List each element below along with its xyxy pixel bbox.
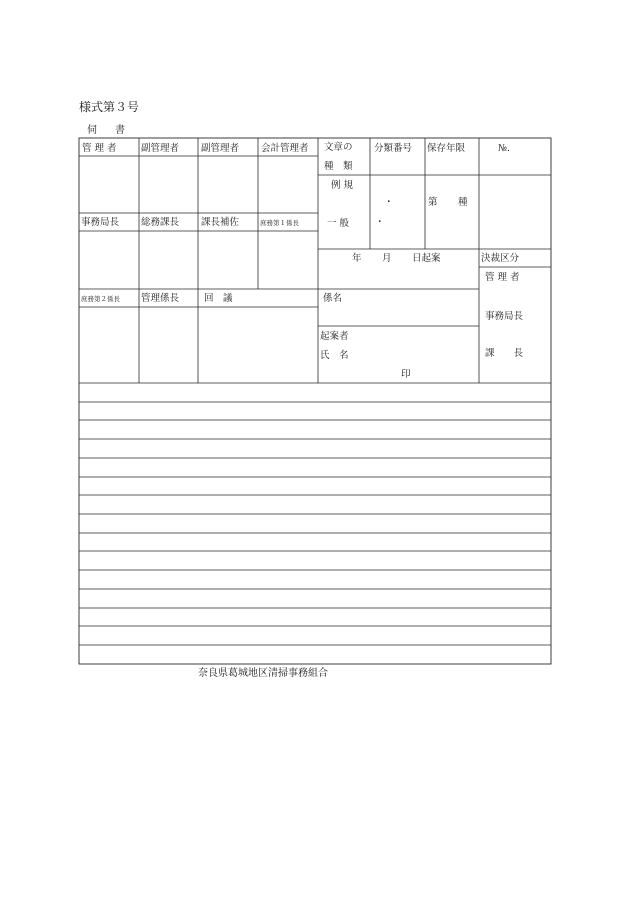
decision-kacho: 課 長 bbox=[485, 348, 524, 359]
date-month: 月 bbox=[382, 253, 392, 264]
date-day-kian: 日起案 bbox=[412, 253, 441, 264]
decision-jimukyokucho: 事務局長 bbox=[485, 311, 524, 322]
retention-dai: 第 bbox=[428, 197, 438, 208]
label-kanri-kakaricho: 管理係長 bbox=[141, 293, 180, 304]
label-decision-category: 決裁区分 bbox=[481, 253, 520, 264]
label-fuku-kanrisha-1: 副管理者 bbox=[141, 143, 180, 154]
form-title: 伺 書 bbox=[87, 125, 129, 136]
label-jimukyokucho: 事務局長 bbox=[81, 217, 120, 228]
label-classification-number: 分類番号 bbox=[374, 143, 413, 154]
label-doc-type-2: 種 類 bbox=[324, 161, 353, 172]
label-kaikei-kanrisha: 会計管理者 bbox=[261, 143, 309, 154]
label-kanrisha: 管 理 者 bbox=[82, 143, 117, 154]
label-doc-type: 文章の bbox=[324, 142, 353, 153]
label-number: №. bbox=[498, 143, 511, 154]
label-fuku-kanrisha-2: 副管理者 bbox=[201, 143, 240, 154]
label-shomu-1-kakaricho: 庶務第１係長 bbox=[260, 219, 299, 227]
classification-dot-2: ・ bbox=[375, 217, 385, 228]
decision-kanrisha: 管 理 者 bbox=[485, 272, 520, 283]
retention-shu: 種 bbox=[458, 197, 468, 208]
doc-type-ippan: 一 般 bbox=[327, 218, 350, 229]
label-retention-period: 保存年限 bbox=[427, 143, 466, 154]
label-drafter-name: 氏 名 bbox=[320, 350, 349, 361]
form-number: 様式第３号 bbox=[79, 100, 140, 114]
label-drafter: 起案者 bbox=[320, 331, 349, 342]
label-somu-kacho: 総務課長 bbox=[141, 217, 180, 228]
label-kaigi: 回 議 bbox=[204, 293, 233, 304]
date-year: 年 bbox=[352, 253, 362, 264]
seal-mark: 印 bbox=[401, 369, 411, 380]
classification-dot-1: ・ bbox=[384, 197, 394, 208]
label-section-name: 係名 bbox=[323, 293, 343, 304]
label-kacho-hosa: 課長補佐 bbox=[201, 217, 240, 228]
label-shomu-2-kakaricho: 庶務第２係長 bbox=[81, 295, 120, 303]
organization-name: 奈良県葛城地区清掃事務組合 bbox=[198, 668, 328, 679]
doc-type-reiki: 例 規 bbox=[331, 180, 354, 191]
